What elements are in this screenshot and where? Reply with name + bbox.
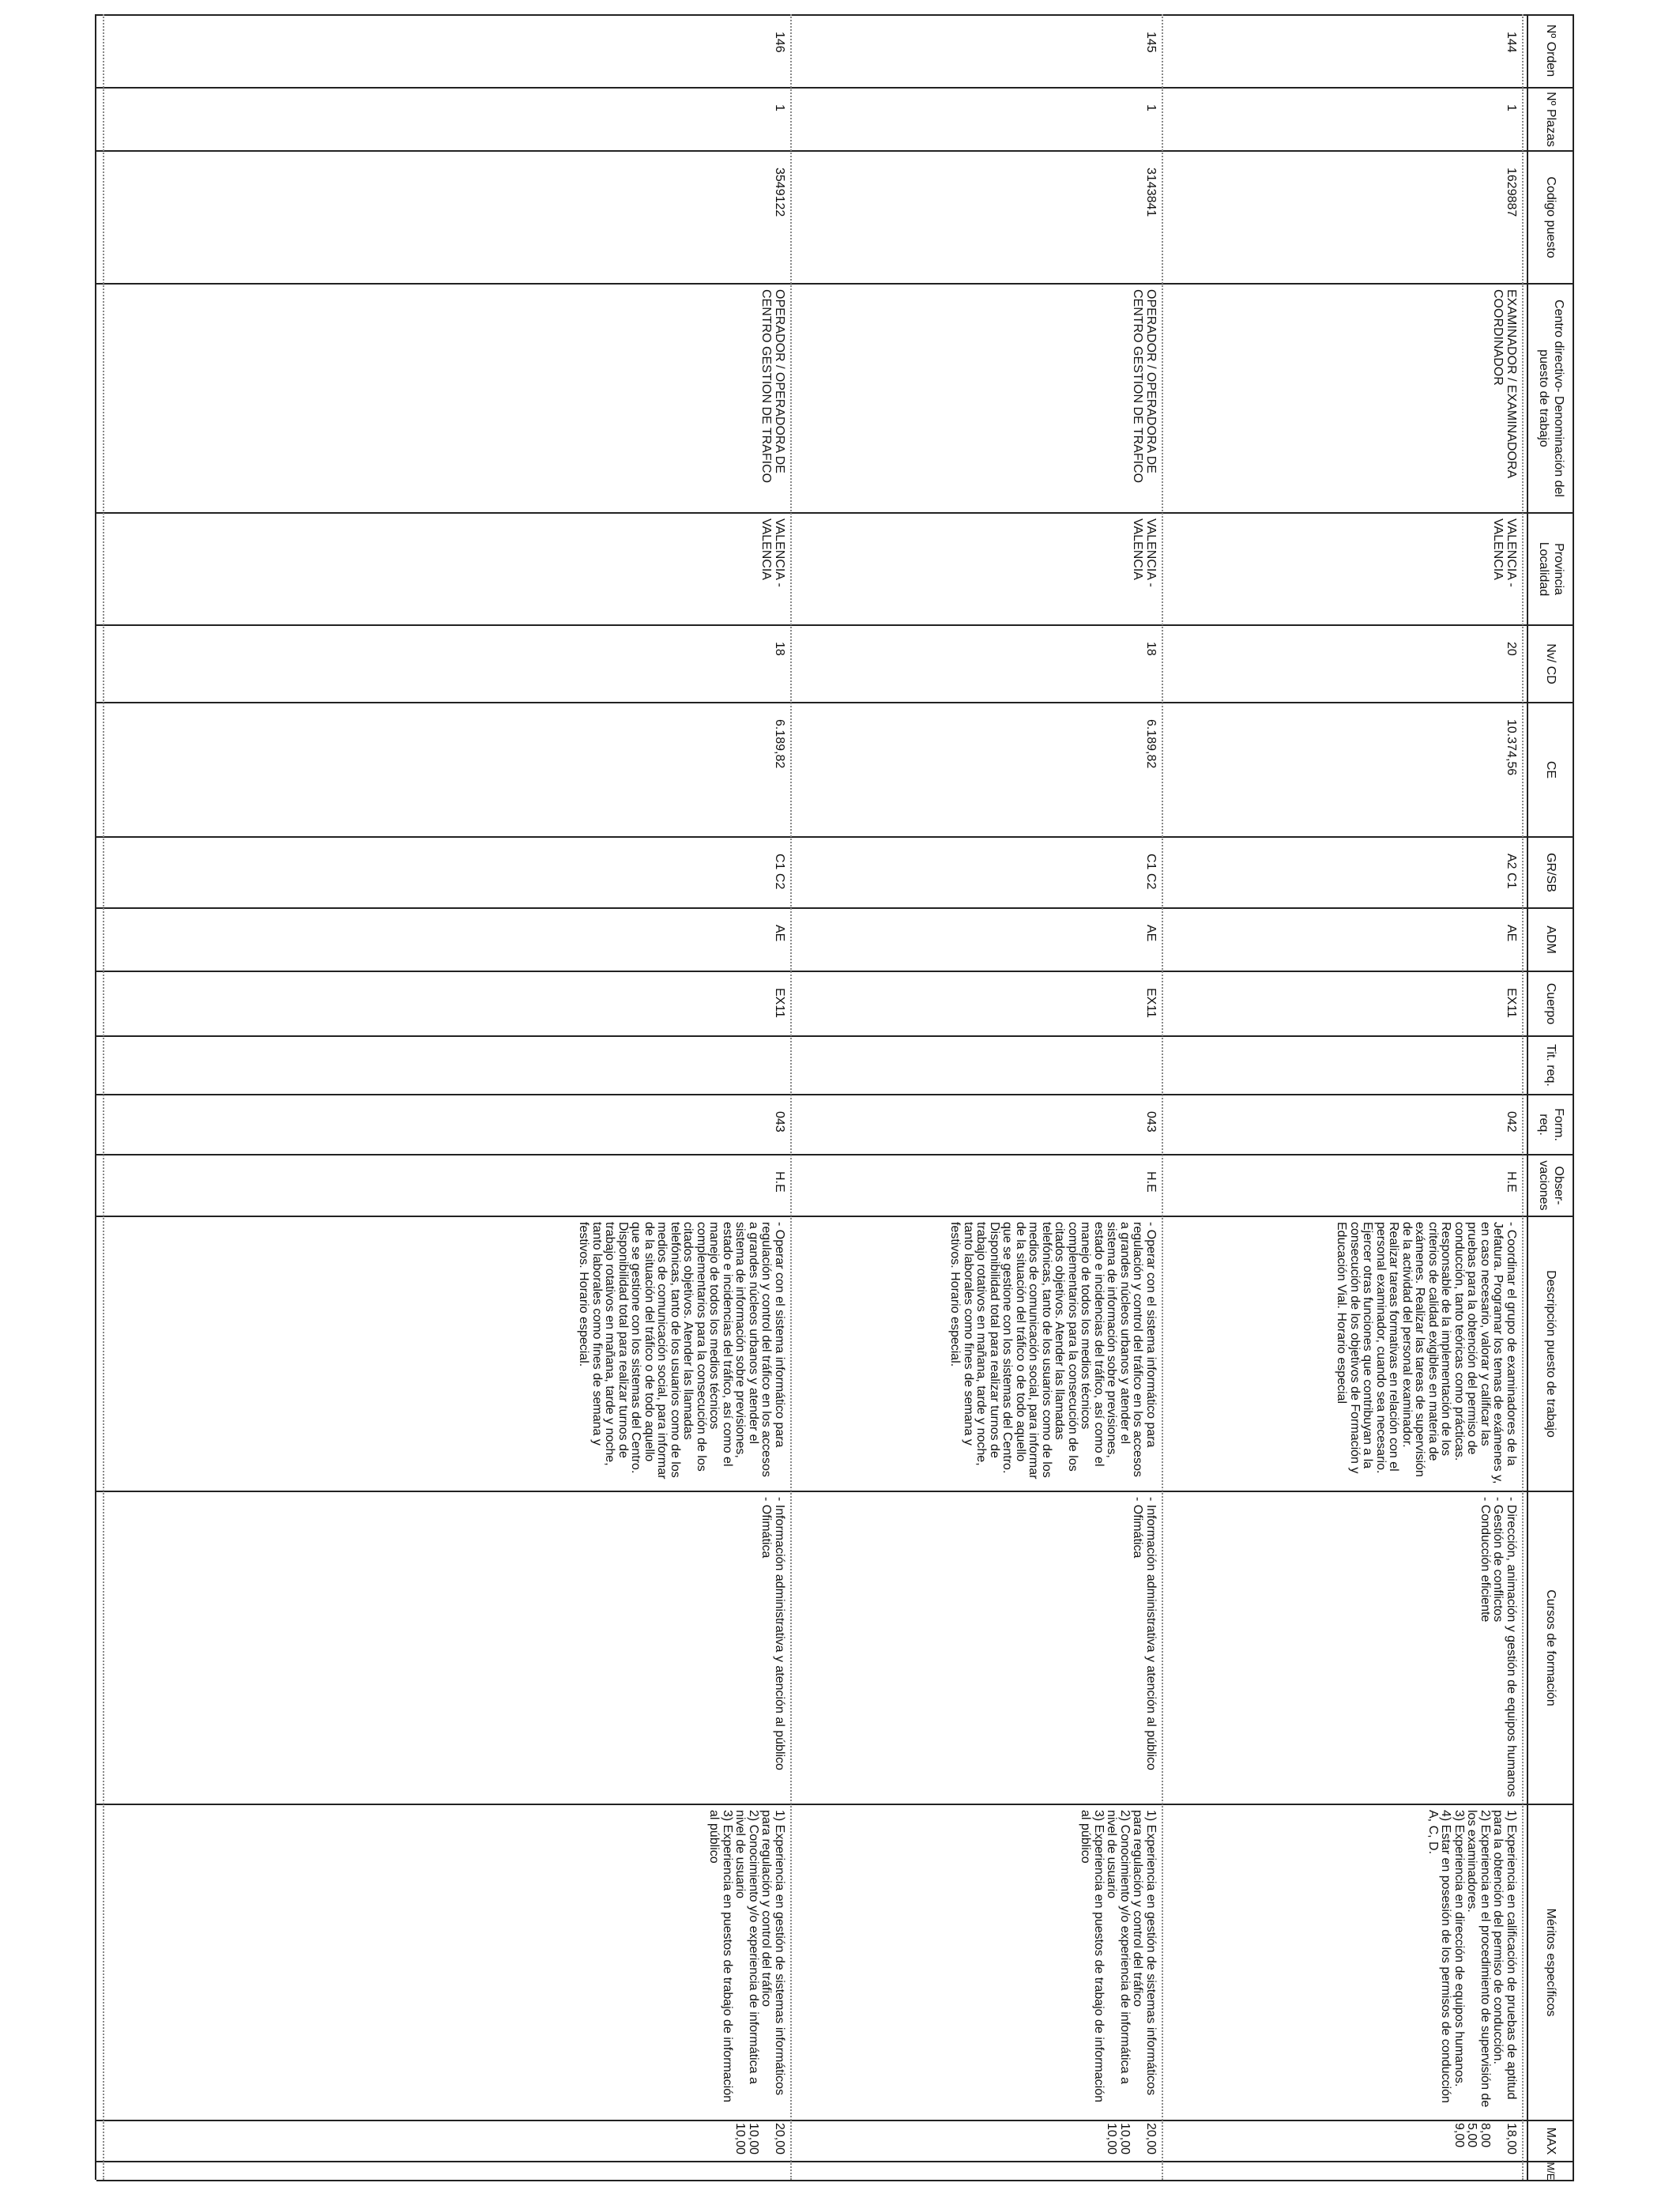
header-provincia: Provincia Localidad	[1528, 512, 1574, 624]
header-cursos: Cursos de formación	[1528, 1491, 1574, 1804]
row-separator	[1162, 14, 1163, 2180]
cell-orden: 146	[773, 32, 786, 53]
cell-form: 042	[1505, 1111, 1518, 1133]
cell-adm: AE	[773, 925, 786, 942]
cell-plazas: 1	[1505, 104, 1518, 111]
column-line	[96, 2120, 1574, 2121]
max-value: 20,00	[773, 2123, 786, 2155]
row-separator	[790, 14, 792, 2180]
cell-cursos	[759, 1491, 790, 1804]
max-value: 5,00	[1465, 2123, 1479, 2148]
column-line	[96, 971, 1574, 972]
column-line	[96, 1804, 1574, 1805]
merito-item: 3) Experiencia en puestos de trabajo de información al público	[707, 1810, 734, 2102]
cell-tit	[785, 1035, 790, 1094]
cell-obs: H.E	[1144, 1171, 1158, 1193]
cell-provincia: VALENCIA - VALENCIA	[1491, 518, 1518, 587]
column-line	[96, 1154, 1574, 1155]
cell-me	[1517, 2161, 1522, 2180]
curso-item: - Conducción eficiente	[1478, 1497, 1492, 1623]
cell-codigo: 3549122	[773, 168, 786, 217]
cell-centro: OPERADOR / OPERADORA DE CENTRO GESTION DE TRAFICO	[759, 289, 786, 484]
cell-tit	[1157, 1035, 1162, 1094]
column-line	[96, 1035, 1574, 1037]
cell-cursos	[1131, 1491, 1162, 1804]
header-grsb: GR/SB	[1528, 836, 1574, 907]
merito-item: 1) Experiencia en gestión de sistemas informáticos para regulación y control del tráfico	[1131, 1810, 1158, 2096]
cell-ce: 6.189,82	[1144, 719, 1158, 769]
merito-item: 4) Estar en posesión de los permisos de conducción A, C, D.	[1426, 1810, 1453, 2103]
header-cuerpo: Cuerpo	[1528, 971, 1574, 1035]
table-border-bottom	[95, 14, 96, 2180]
curso-item: - Información administrativa y atención al público	[773, 1497, 786, 1770]
cell-me	[785, 2161, 790, 2180]
cell-plazas: 1	[773, 104, 786, 111]
header-form: Form. req.	[1528, 1094, 1574, 1154]
curso-item: - Ofimática	[1131, 1497, 1145, 1559]
header-descripcion: Descripción puesto de trabajo	[1528, 1216, 1574, 1491]
cell-cuerpo: EX11	[1505, 988, 1518, 1018]
header-centro: Centro directivo- Denominación del puesto de trabajo	[1528, 283, 1574, 512]
cell-orden: 144	[1505, 32, 1518, 53]
cell-orden: 145	[1144, 32, 1158, 53]
max-value: 10,00	[1118, 2123, 1132, 2155]
cell-cuerpo: EX11	[773, 988, 786, 1018]
table-border-right	[96, 2180, 1574, 2181]
header-orden: Nº Orden	[1544, 24, 1558, 77]
cell-codigo: 3143841	[1144, 168, 1158, 217]
merito-item: 1) Experiencia en gestión de sistemas informáticos para regulación y control del tráfico	[759, 1810, 786, 2096]
cell-form: 043	[773, 1111, 786, 1133]
column-line	[96, 512, 1574, 514]
cell-centro: EXAMINADOR / EXAMINADORA COORDINADOR	[1491, 289, 1518, 478]
column-line	[96, 836, 1574, 838]
column-line	[96, 1094, 1574, 1095]
curso-item: - Ofimática	[759, 1497, 774, 1559]
cell-grsb: C1 C2	[1144, 854, 1158, 890]
max-value	[1491, 2123, 1505, 2154]
cell-descripcion: - Operar con el sistema informático para regulación y control del tráfico en los accesos a grandes núcleos urbanos y atender el sistema de información sobre previsiones, estado e incidencias del tráfico, así como el manejo de todos los medios técnicos complementarios para la consecución de los citados objetivos. Atender las llamadas telefónicas, tanto de los usuarios como de los medios de comunicación social, para informar de la situación del tráfico o de todo aquello que se gestione con los sistemas del Centro. Disponibilidad total para realizar turnos de trabajo rotativos en mañana, tarde y noche, tanto laborales como fines de semana y festivos. Horario especial.	[577, 1222, 786, 1480]
row-separator	[103, 14, 104, 2180]
cell-cuerpo: EX11	[1144, 988, 1158, 1018]
column-line	[96, 624, 1574, 626]
header-max: MAX	[1528, 2120, 1574, 2161]
table-header	[1528, 14, 1574, 2180]
cell-me	[1157, 2161, 1162, 2180]
cell-codigo: 1629887	[1505, 168, 1518, 217]
cell-max	[733, 2120, 790, 2161]
merito-item: 1) Experiencia en calificación de pruebas de aptitud para la obtención del permiso de conducción.	[1491, 1810, 1518, 2100]
max-value: 8,00	[1478, 2123, 1492, 2148]
column-line	[96, 150, 1574, 152]
cell-nvcd: 18	[773, 642, 786, 656]
row-separator	[1522, 14, 1524, 2180]
header-nvcd: Nv/ CD	[1528, 624, 1574, 702]
cell-cursos	[1478, 1491, 1523, 1804]
rotated-table	[96, 14, 1574, 2180]
column-line	[96, 907, 1574, 909]
column-line	[96, 1491, 1574, 1492]
merito-item: 3) Experiencia en dirección de equipos humanos.	[1452, 1810, 1466, 2087]
cell-max	[1452, 2120, 1523, 2161]
header-tit: Tit. req.	[1528, 1035, 1574, 1094]
cell-plazas: 1	[1144, 104, 1158, 111]
cell-ce: 6.189,82	[773, 719, 786, 769]
cell-nvcd: 20	[1505, 642, 1518, 656]
curso-item: - Información administrativa y atención al público	[1144, 1497, 1158, 1770]
cell-obs: H.E	[1505, 1171, 1518, 1193]
cell-grsb: C1 C2	[773, 854, 786, 890]
cell-tit	[1517, 1035, 1522, 1094]
table-border-left	[96, 14, 1574, 16]
column-line	[96, 2161, 1574, 2162]
merito-item: 2) Experiencia en el procedimiento de supervisión de los examinadores.	[1465, 1810, 1492, 2108]
cell-max	[1105, 2120, 1162, 2161]
cell-grsb: A2 C1	[1505, 854, 1518, 889]
header-ce: CE	[1528, 702, 1574, 836]
header-me: M/E	[1528, 2161, 1574, 2180]
cell-meritos	[707, 1804, 790, 2120]
header-codigo: Codigo puesto	[1528, 150, 1574, 283]
max-value: 10,00	[1105, 2123, 1119, 2155]
cell-ce: 10.374,56	[1505, 719, 1518, 776]
cell-adm: AE	[1144, 925, 1158, 942]
max-value: 18,00	[1505, 2123, 1518, 2155]
header-obs: Obser- vaciones	[1528, 1154, 1574, 1216]
header-adm: ADM	[1528, 907, 1574, 971]
cell-meritos	[1079, 1804, 1162, 2120]
cell-provincia: VALENCIA - VALENCIA	[1131, 518, 1158, 587]
cell-centro: OPERADOR / OPERADORA DE CENTRO GESTION DE TRAFICO	[1131, 289, 1158, 484]
max-value	[759, 2123, 773, 2154]
column-line	[96, 283, 1574, 285]
merito-item: 2) Conocimiento y/o experiencia de informática a nivel de usuario	[1105, 1810, 1132, 2084]
curso-item: - Dirección, animación y gestión de equipos humanos	[1505, 1497, 1518, 1797]
max-value	[1131, 2123, 1144, 2154]
curso-item: - Gestión de conflictos	[1491, 1497, 1505, 1623]
max-value: 10,00	[747, 2123, 760, 2155]
cell-provincia: VALENCIA - VALENCIA	[759, 518, 786, 587]
header-meritos: Méritos específicos	[1528, 1804, 1574, 2120]
cell-nvcd: 18	[1144, 642, 1158, 656]
cell-meritos	[1426, 1804, 1523, 2120]
header-plazas: Nº Plazas	[1528, 87, 1574, 150]
cell-adm: AE	[1505, 925, 1518, 942]
merito-item: 3) Experiencia en puestos de trabajo de información al público	[1079, 1810, 1106, 2102]
cell-form: 043	[1144, 1111, 1158, 1133]
max-value: 20,00	[1144, 2123, 1158, 2155]
cell-descripcion: - Coordinar el grupo de examinadores de la Jefatura. Programar los temas de exámenes y, en caso necesario, valorar y calificar las pruebas para la obtención del permiso de conducción, tanto teóricas como prácticas. Responsable de la implementación de los criterios de calidad exigibles en materia de exámenes. Realizar las tareas de supervisión de la actividad del personal examinador. Realizar tareas formativas en relación con el personal examinador, cuando sea necesario. Ejercer otras funciones que contribuyan a la consecución de los objetivos de Formación y Educación Vial. Horario especial	[1335, 1222, 1518, 1484]
max-value: 10,00	[733, 2123, 748, 2155]
column-line	[96, 702, 1574, 703]
cell-obs: H.E	[773, 1171, 786, 1193]
max-value: 9,00	[1452, 2123, 1466, 2148]
cell-descripcion: - Operar con el sistema informático para regulación y control del tráfico en los accesos a grandes núcleos urbanos y atender el sistema de información sobre previsiones, estado e incidencias del tráfico, así como el manejo de todos los medios técnicos complementarios para la consecución de los citados objetivos. Atender las llamadas telefónicas, tanto de los usuarios como de los medios de comunicación social, para informar de la situación del tráfico o de todo aquello que se gestione con los sistemas del Centro. Disponibilidad total para realizar turnos de trabajo rotativos en mañana, tarde y noche, tanto laborales como fines de semana y festivos. Horario especial.	[948, 1222, 1158, 1480]
merito-item: 2) Conocimiento y/o experiencia de informática a nivel de usuario	[733, 1810, 760, 2084]
column-line	[96, 87, 1574, 89]
